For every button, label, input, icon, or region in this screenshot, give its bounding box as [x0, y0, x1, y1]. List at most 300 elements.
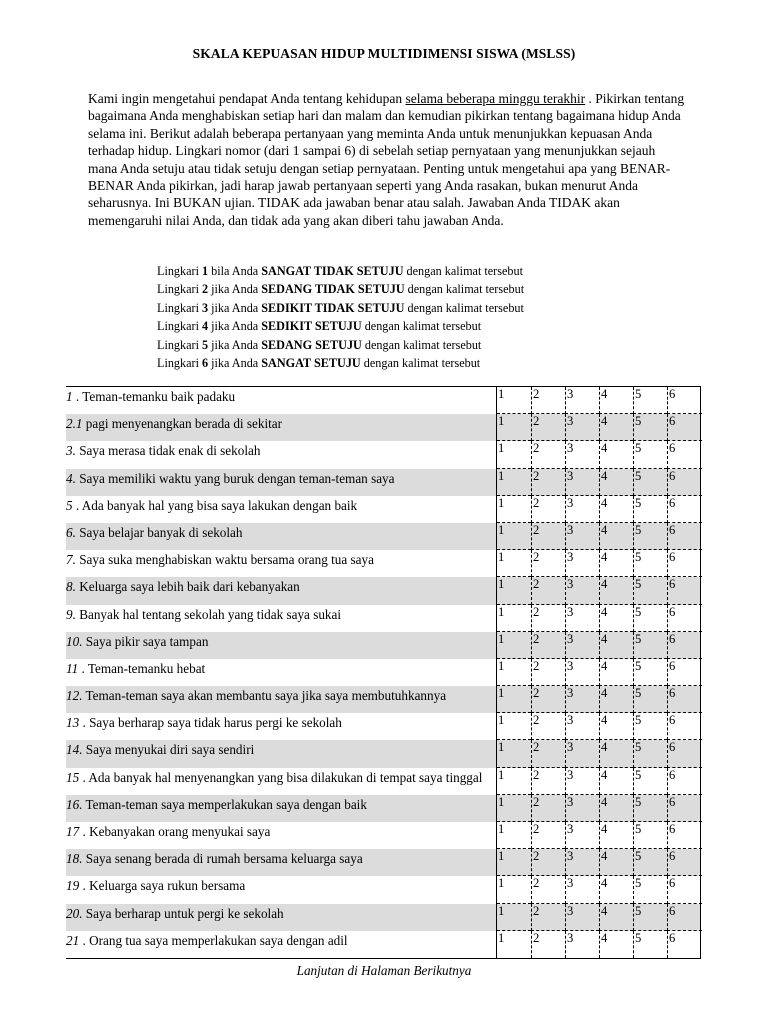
rating-instructions	[157, 262, 617, 372]
instruction-line	[157, 317, 617, 335]
question-text	[66, 472, 496, 486]
rating-option-4[interactable]: 4	[599, 849, 633, 876]
rating-option-1[interactable]: 1	[497, 414, 531, 441]
rating-option-5[interactable]: 5	[633, 550, 667, 577]
instruction-prefix: Lingkari	[157, 300, 203, 315]
rating-option-5[interactable]: 5	[633, 795, 667, 822]
question-number: 18.	[66, 851, 83, 867]
question-cell	[66, 659, 496, 686]
rating-option-4[interactable]: 4	[599, 931, 633, 958]
rating-scale	[496, 469, 701, 496]
rating-scale	[496, 496, 701, 523]
rating-option-2[interactable]: 2	[531, 822, 565, 849]
instruction-mid: jika Anda	[208, 282, 262, 297]
rating-option-3[interactable]: 3	[565, 876, 599, 903]
rating-option-1[interactable]: 1	[497, 876, 531, 903]
questionnaire-table	[66, 386, 701, 959]
question-cell	[66, 496, 496, 523]
rating-option-1[interactable]: 1	[497, 795, 531, 822]
question-number: 4.	[66, 470, 76, 486]
question-number: 10.	[66, 633, 83, 649]
rating-option-4[interactable]: 4	[599, 876, 633, 903]
table-row	[66, 849, 701, 876]
rating-scale	[496, 605, 701, 632]
instruction-prefix: Lingkari	[157, 282, 203, 297]
intro-paragraph	[88, 90, 686, 229]
rating-scale	[496, 904, 701, 931]
rating-option-4[interactable]: 4	[599, 469, 633, 496]
question-cell	[66, 577, 496, 604]
rating-option-6[interactable]: 6	[667, 659, 702, 686]
question-cell	[66, 387, 496, 414]
rating-option-4[interactable]: 4	[599, 577, 633, 604]
table-row	[66, 632, 701, 659]
rating-scale	[496, 768, 701, 795]
table-row	[66, 740, 701, 767]
question-cell	[66, 686, 496, 713]
rating-scale	[496, 740, 701, 767]
table-row	[66, 713, 701, 740]
rating-scale	[496, 822, 701, 849]
question-text	[66, 798, 496, 812]
table-row	[66, 686, 701, 713]
table-row	[66, 469, 701, 496]
question-cell	[66, 632, 496, 659]
question-statement: Teman-temanku baik padaku	[82, 389, 236, 404]
rating-option-1[interactable]: 1	[497, 441, 531, 468]
question-cell	[66, 876, 496, 903]
instruction-level: SEDANG TIDAK SETUJU	[261, 282, 405, 297]
rating-option-6[interactable]: 6	[667, 713, 702, 740]
rating-option-1[interactable]: 1	[497, 469, 531, 496]
question-cell	[66, 441, 496, 468]
rating-option-4[interactable]: 4	[599, 414, 633, 441]
rating-option-1[interactable]: 1	[498, 930, 505, 945]
rating-option-5[interactable]: 5	[633, 876, 667, 903]
instruction-line	[157, 262, 617, 280]
table-row	[66, 822, 701, 849]
rating-option-3[interactable]: 3	[565, 523, 599, 550]
rating-option-6[interactable]: 6	[667, 523, 702, 550]
question-statement: Saya berharap saya tidak harus pergi ke sekolah	[89, 715, 342, 731]
question-text	[66, 608, 496, 622]
question-statement: Orang tua saya memperlakukan saya dengan adil	[89, 932, 348, 948]
question-statement: Ada banyak hal yang bisa saya lakukan dengan baik	[81, 497, 358, 513]
rating-option-3[interactable]: 3	[565, 686, 599, 713]
rating-option-3[interactable]: 3	[565, 795, 599, 822]
rating-option-5[interactable]: 5	[633, 849, 667, 876]
rating-option-6[interactable]: 6	[667, 496, 702, 523]
rating-option-6[interactable]: 6	[667, 686, 702, 713]
rating-option-6[interactable]: 6	[667, 550, 702, 577]
rating-option-3[interactable]: 3	[565, 577, 599, 604]
rating-scale	[496, 931, 701, 958]
instruction-suffix: dengan kalimat tersebut	[361, 319, 482, 334]
instruction-line	[157, 354, 617, 372]
rating-option-6[interactable]: 6	[667, 904, 702, 931]
rating-option-1[interactable]: 1	[497, 713, 531, 740]
rating-option-2[interactable]: 2	[531, 550, 565, 577]
rating-option-4[interactable]: 4	[599, 632, 633, 659]
question-number: 1	[66, 389, 73, 404]
table-row	[66, 768, 701, 795]
question-separator: .	[72, 389, 83, 404]
instruction-level: SEDANG SETUJU	[261, 337, 362, 352]
rating-option-5[interactable]: 5	[633, 686, 667, 713]
rating-scale	[496, 441, 701, 468]
rating-option-1[interactable]: 1	[497, 686, 531, 713]
question-cell	[66, 713, 496, 740]
question-number: 13	[66, 715, 80, 731]
rating-option-5[interactable]: 5	[633, 904, 667, 931]
rating-option-1[interactable]: 1	[497, 904, 531, 931]
table-row	[66, 931, 701, 958]
rating-option-6[interactable]: 6	[667, 387, 702, 414]
question-number: 17	[66, 824, 80, 839]
question-number: 19	[66, 878, 80, 894]
question-text	[66, 879, 496, 893]
question-text	[66, 934, 496, 948]
rating-option-5[interactable]: 5	[633, 496, 667, 523]
question-number: 14.	[66, 742, 83, 758]
question-number: 21	[66, 932, 80, 948]
question-cell	[66, 931, 496, 958]
question-separator: .	[72, 497, 82, 513]
question-statement: Ada banyak hal menyenangkan yang bisa dilakukan di tempat saya tinggal	[88, 769, 483, 785]
rating-option-6[interactable]: 6	[667, 768, 702, 795]
rating-option-4[interactable]: 4	[599, 523, 633, 550]
question-statement: Teman-temanku hebat	[87, 660, 206, 676]
question-text	[66, 689, 496, 703]
rating-option-2[interactable]: 2	[531, 849, 565, 876]
rating-option-3[interactable]: 3	[565, 632, 599, 659]
rating-option-4[interactable]: 4	[599, 659, 633, 686]
rating-scale	[496, 876, 701, 903]
instruction-mid: jika Anda	[208, 300, 262, 315]
instruction-number: 4	[202, 319, 209, 334]
question-text	[66, 553, 496, 567]
rating-option-2[interactable]: 2	[531, 414, 565, 441]
table-row	[66, 795, 701, 822]
rating-option-4[interactable]: 4	[599, 605, 633, 632]
instruction-suffix: dengan kalimat tersebut	[360, 356, 481, 371]
rating-option-6[interactable]: 6	[667, 822, 702, 849]
rating-option-3[interactable]: 3	[565, 768, 599, 795]
page-title: SKALA KEPUASAN HIDUP MULTIDIMENSI SISWA (MSLSS)	[192, 46, 576, 61]
rating-option-2[interactable]: 2	[531, 523, 565, 550]
rating-option-4[interactable]: 4	[599, 904, 633, 931]
question-statement: Saya belajar banyak di sekolah	[79, 524, 243, 540]
question-text	[66, 580, 496, 594]
rating-option-1[interactable]: 1	[497, 496, 531, 523]
rating-option-5[interactable]: 5	[633, 931, 667, 958]
instruction-mid: jika Anda	[208, 319, 262, 334]
rating-option-6[interactable]: 6	[667, 795, 702, 822]
rating-option-2[interactable]: 2	[531, 713, 565, 740]
instruction-number: 3	[202, 300, 209, 315]
question-text	[66, 852, 496, 866]
question-statement: Saya pikir saya tampan	[85, 633, 209, 649]
question-statement: Keluarga saya lebih baik dari kebanyakan	[79, 579, 300, 595]
rating-option-5[interactable]: 5	[633, 822, 667, 849]
question-cell	[66, 605, 496, 632]
question-text	[66, 444, 496, 458]
rating-option-5[interactable]: 5	[633, 469, 667, 496]
rating-option-2[interactable]: 2	[531, 577, 565, 604]
rating-option-4[interactable]: 4	[599, 496, 633, 523]
rating-scale	[496, 686, 701, 713]
instruction-mid: jika Anda	[208, 356, 262, 371]
instruction-number: 6	[202, 356, 209, 371]
question-statement: Teman-teman saya akan membantu saya jika saya membutuhkannya	[85, 688, 447, 704]
rating-option-1[interactable]: 1	[497, 387, 531, 414]
question-text	[66, 716, 496, 730]
question-text	[66, 499, 496, 513]
rating-option-2[interactable]: 2	[531, 740, 565, 767]
rating-option-1[interactable]: 1	[497, 577, 531, 604]
rating-option-1[interactable]: 1	[497, 632, 531, 659]
rating-option-1[interactable]: 1	[497, 822, 531, 849]
rating-scale	[496, 659, 701, 686]
instruction-prefix: Lingkari	[157, 337, 203, 352]
question-separator: .	[79, 878, 90, 894]
question-statement: pagi menyenangkan berada di sekitar	[85, 416, 283, 432]
rating-option-3[interactable]: 3	[565, 904, 599, 931]
rating-option-4[interactable]: 4	[599, 387, 633, 414]
intro-text-start: Kami ingin mengetahui pendapat Anda tentang kehidupan	[88, 91, 406, 106]
rating-option-2[interactable]: 2	[531, 904, 565, 931]
question-number: 7.	[66, 552, 76, 568]
question-statement: Saya memiliki waktu yang buruk dengan teman-teman saya	[79, 470, 395, 486]
rating-option-6[interactable]: 6	[667, 849, 702, 876]
rating-option-6[interactable]: 6	[667, 740, 702, 767]
question-text	[66, 743, 496, 757]
rating-option-6[interactable]: 6	[667, 414, 702, 441]
question-cell	[66, 795, 496, 822]
rating-option-2[interactable]: 2	[531, 931, 565, 958]
instruction-level: SEDIKIT TIDAK SETUJU	[261, 300, 405, 315]
rating-option-3[interactable]: 3	[565, 441, 599, 468]
rating-scale	[496, 632, 701, 659]
instruction-number: 5	[202, 337, 209, 352]
question-number: 20.	[66, 905, 83, 921]
instruction-suffix: dengan kalimat tersebut	[361, 337, 482, 352]
rating-option-1[interactable]: 1	[497, 849, 531, 876]
question-cell	[66, 550, 496, 577]
rating-option-5[interactable]: 5	[633, 768, 667, 795]
instruction-level: SEDIKIT SETUJU	[261, 319, 362, 334]
intro-text-rest: . Pikirkan tentang bagaimana Anda menghabiskan setiap hari dan malam dan kemudian pikirkan tentang bagaimana hidup Anda selama ini. Berikut adalah beberapa pertanyaan yang meminta Anda untuk menunjukkan kepuasan Anda terhadap hidup. Lingkari nomor (dari 1 sampai 6) di sebelah setiap pernyataan yang menunjukkan sejauh mana Anda setuju atau tidak setuju dengan setiap pernyataan. Penting untuk mengetahui apa yang BENAR-BENAR Anda pikirkan, jadi harap jawab pertanyaan seperti yang Anda rasakan, bukan menurut Anda seharusnya. Ini BUKAN ujian. TIDAK ada jawaban benar atau salah. Jawaban Anda TIDAK akan memengaruhi nilai Anda, dan tidak ada yang akan diberi tahu jawaban Anda.	[88, 91, 685, 228]
rating-option-3[interactable]: 3	[565, 849, 599, 876]
instruction-suffix: dengan kalimat tersebut	[404, 282, 525, 297]
question-number: 3.	[66, 443, 76, 459]
instruction-mid: jika Anda	[208, 337, 262, 352]
question-text	[66, 635, 496, 649]
question-separator: .	[79, 715, 90, 731]
question-text	[66, 771, 496, 785]
question-cell	[66, 469, 496, 496]
question-number: 12.	[66, 688, 83, 704]
table-row	[66, 659, 701, 686]
rating-option-2[interactable]: 2	[531, 686, 565, 713]
rating-option-5[interactable]: 5	[633, 577, 667, 604]
table-row	[66, 414, 701, 441]
instruction-number: 1	[202, 264, 209, 278]
rating-option-2[interactable]: 2	[531, 659, 565, 686]
rating-option-5[interactable]: 5	[633, 713, 667, 740]
table-row	[66, 876, 701, 903]
rating-scale	[496, 849, 701, 876]
question-text	[66, 825, 496, 839]
rating-option-3[interactable]: 3	[565, 414, 599, 441]
table-row	[66, 577, 701, 604]
rating-option-5[interactable]: 5	[633, 632, 667, 659]
question-text	[66, 907, 496, 921]
question-cell	[66, 849, 496, 876]
rating-option-3[interactable]: 3	[565, 822, 599, 849]
rating-option-5[interactable]: 5	[633, 740, 667, 767]
table-row	[66, 496, 701, 523]
rating-option-4[interactable]: 4	[599, 686, 633, 713]
rating-option-2[interactable]: 2	[531, 469, 565, 496]
question-text	[66, 662, 496, 676]
rating-option-1[interactable]: 1	[497, 523, 531, 550]
rating-option-6[interactable]: 6	[667, 605, 702, 632]
question-separator: .	[79, 769, 89, 785]
rating-option-3[interactable]: 3	[565, 931, 599, 958]
rating-option-5[interactable]: 5	[633, 441, 667, 468]
rating-option-5[interactable]: 5	[633, 387, 667, 414]
continued-note: Lanjutan di Halaman Berikutnya	[296, 963, 472, 978]
question-cell	[66, 822, 496, 849]
rating-scale	[496, 414, 701, 441]
question-cell	[66, 414, 496, 441]
question-number: 15	[66, 769, 80, 785]
question-statement: Saya menyukai diri saya sendiri	[85, 742, 255, 758]
question-text	[66, 526, 496, 540]
rating-scale	[496, 795, 701, 822]
intro-underlined-phrase: selama beberapa minggu terakhir	[405, 91, 586, 106]
instruction-prefix: Lingkari	[157, 264, 203, 278]
rating-option-1[interactable]: 1	[497, 768, 531, 795]
question-statement: Saya suka menghabiskan waktu bersama orang tua saya	[79, 552, 374, 568]
rating-option-5[interactable]: 5	[633, 414, 667, 441]
rating-option-3[interactable]: 3	[565, 550, 599, 577]
rating-option-6[interactable]: 6	[667, 577, 702, 604]
question-number: 8.	[66, 579, 76, 595]
instruction-suffix: dengan kalimat tersebut	[404, 300, 524, 315]
instruction-prefix: Lingkari	[157, 319, 203, 334]
rating-option-3[interactable]: 3	[565, 713, 599, 740]
rating-option-5[interactable]: 5	[633, 605, 667, 632]
question-text	[66, 417, 496, 431]
rating-scale	[496, 523, 701, 550]
question-number: 6.	[66, 524, 76, 540]
rating-option-6[interactable]: 6	[667, 632, 702, 659]
rating-option-1[interactable]: 1	[497, 550, 531, 577]
question-number: 11	[66, 660, 79, 676]
table-row	[66, 605, 701, 632]
rating-option-2[interactable]: 2	[531, 605, 565, 632]
rating-option-2[interactable]: 2	[531, 441, 565, 468]
rating-option-3[interactable]: 3	[565, 605, 599, 632]
rating-option-2[interactable]: 2	[531, 496, 565, 523]
table-row	[66, 523, 701, 550]
table-row	[66, 441, 701, 468]
rating-option-4[interactable]: 4	[599, 795, 633, 822]
question-statement: Banyak hal tentang sekolah yang tidak saya sukai	[79, 606, 342, 622]
rating-option-3[interactable]: 3	[565, 469, 599, 496]
rating-option-3[interactable]: 3	[565, 496, 599, 523]
rating-option-4[interactable]: 4	[599, 713, 633, 740]
question-cell	[66, 768, 496, 795]
question-separator: .	[79, 932, 90, 948]
question-statement: Saya senang berada di rumah bersama keluarga saya	[85, 851, 363, 867]
rating-option-4[interactable]: 4	[599, 768, 633, 795]
question-statement: Saya berharap untuk pergi ke sekolah	[85, 905, 284, 921]
question-number: 9.	[66, 606, 76, 622]
instruction-number: 2	[202, 282, 209, 297]
question-number: 5	[66, 497, 73, 513]
rating-option-6[interactable]: 6	[667, 876, 702, 903]
rating-option-6[interactable]: 6	[667, 441, 702, 468]
rating-option-2[interactable]: 2	[531, 387, 565, 414]
question-number: 2.1	[66, 416, 83, 432]
question-separator: .	[79, 824, 90, 839]
rating-option-1[interactable]: 1	[497, 605, 531, 632]
rating-option-3[interactable]: 3	[565, 659, 599, 686]
rating-option-5[interactable]: 5	[633, 523, 667, 550]
rating-option-6[interactable]: 6	[667, 469, 702, 496]
table-row	[66, 550, 701, 577]
rating-option-1[interactable]: 1	[497, 740, 531, 767]
rating-option-4[interactable]: 4	[599, 441, 633, 468]
question-statement: Teman-teman saya memperlakukan saya dengan baik	[85, 796, 367, 812]
rating-scale	[496, 387, 701, 414]
rating-option-1[interactable]: 1	[497, 659, 531, 686]
question-cell	[66, 904, 496, 931]
rating-option-4[interactable]: 4	[599, 550, 633, 577]
rating-option-2[interactable]: 2	[531, 768, 565, 795]
rating-option-2[interactable]: 2	[531, 876, 565, 903]
rating-option-3[interactable]: 3	[565, 387, 599, 414]
rating-option-3[interactable]: 3	[565, 740, 599, 767]
question-cell	[66, 523, 496, 550]
rating-option-6[interactable]: 6	[667, 931, 702, 958]
rating-option-4[interactable]: 4	[599, 740, 633, 767]
instruction-line	[157, 299, 617, 317]
instruction-line	[157, 336, 617, 354]
table-row	[66, 387, 701, 414]
rating-option-4[interactable]: 4	[599, 822, 633, 849]
rating-option-5[interactable]: 5	[633, 659, 667, 686]
instruction-prefix: Lingkari	[157, 356, 203, 371]
rating-option-2[interactable]: 2	[531, 795, 565, 822]
question-separator: .	[78, 660, 88, 676]
question-number: 16.	[66, 796, 83, 812]
instruction-mid: bila Anda	[208, 264, 262, 278]
table-row	[66, 904, 701, 931]
rating-option-2[interactable]: 2	[531, 632, 565, 659]
question-statement: Keluarga saya rukun bersama	[89, 878, 246, 894]
rating-scale	[496, 713, 701, 740]
instruction-level: SANGAT TIDAK SETUJU	[261, 264, 404, 278]
rating-scale	[496, 550, 701, 577]
question-statement: Kebanyakan orang menyukai saya	[89, 824, 271, 839]
instruction-level: SANGAT SETUJU	[261, 356, 361, 371]
instruction-suffix: dengan kalimat tersebut	[403, 264, 523, 278]
rating-scale	[496, 577, 701, 604]
